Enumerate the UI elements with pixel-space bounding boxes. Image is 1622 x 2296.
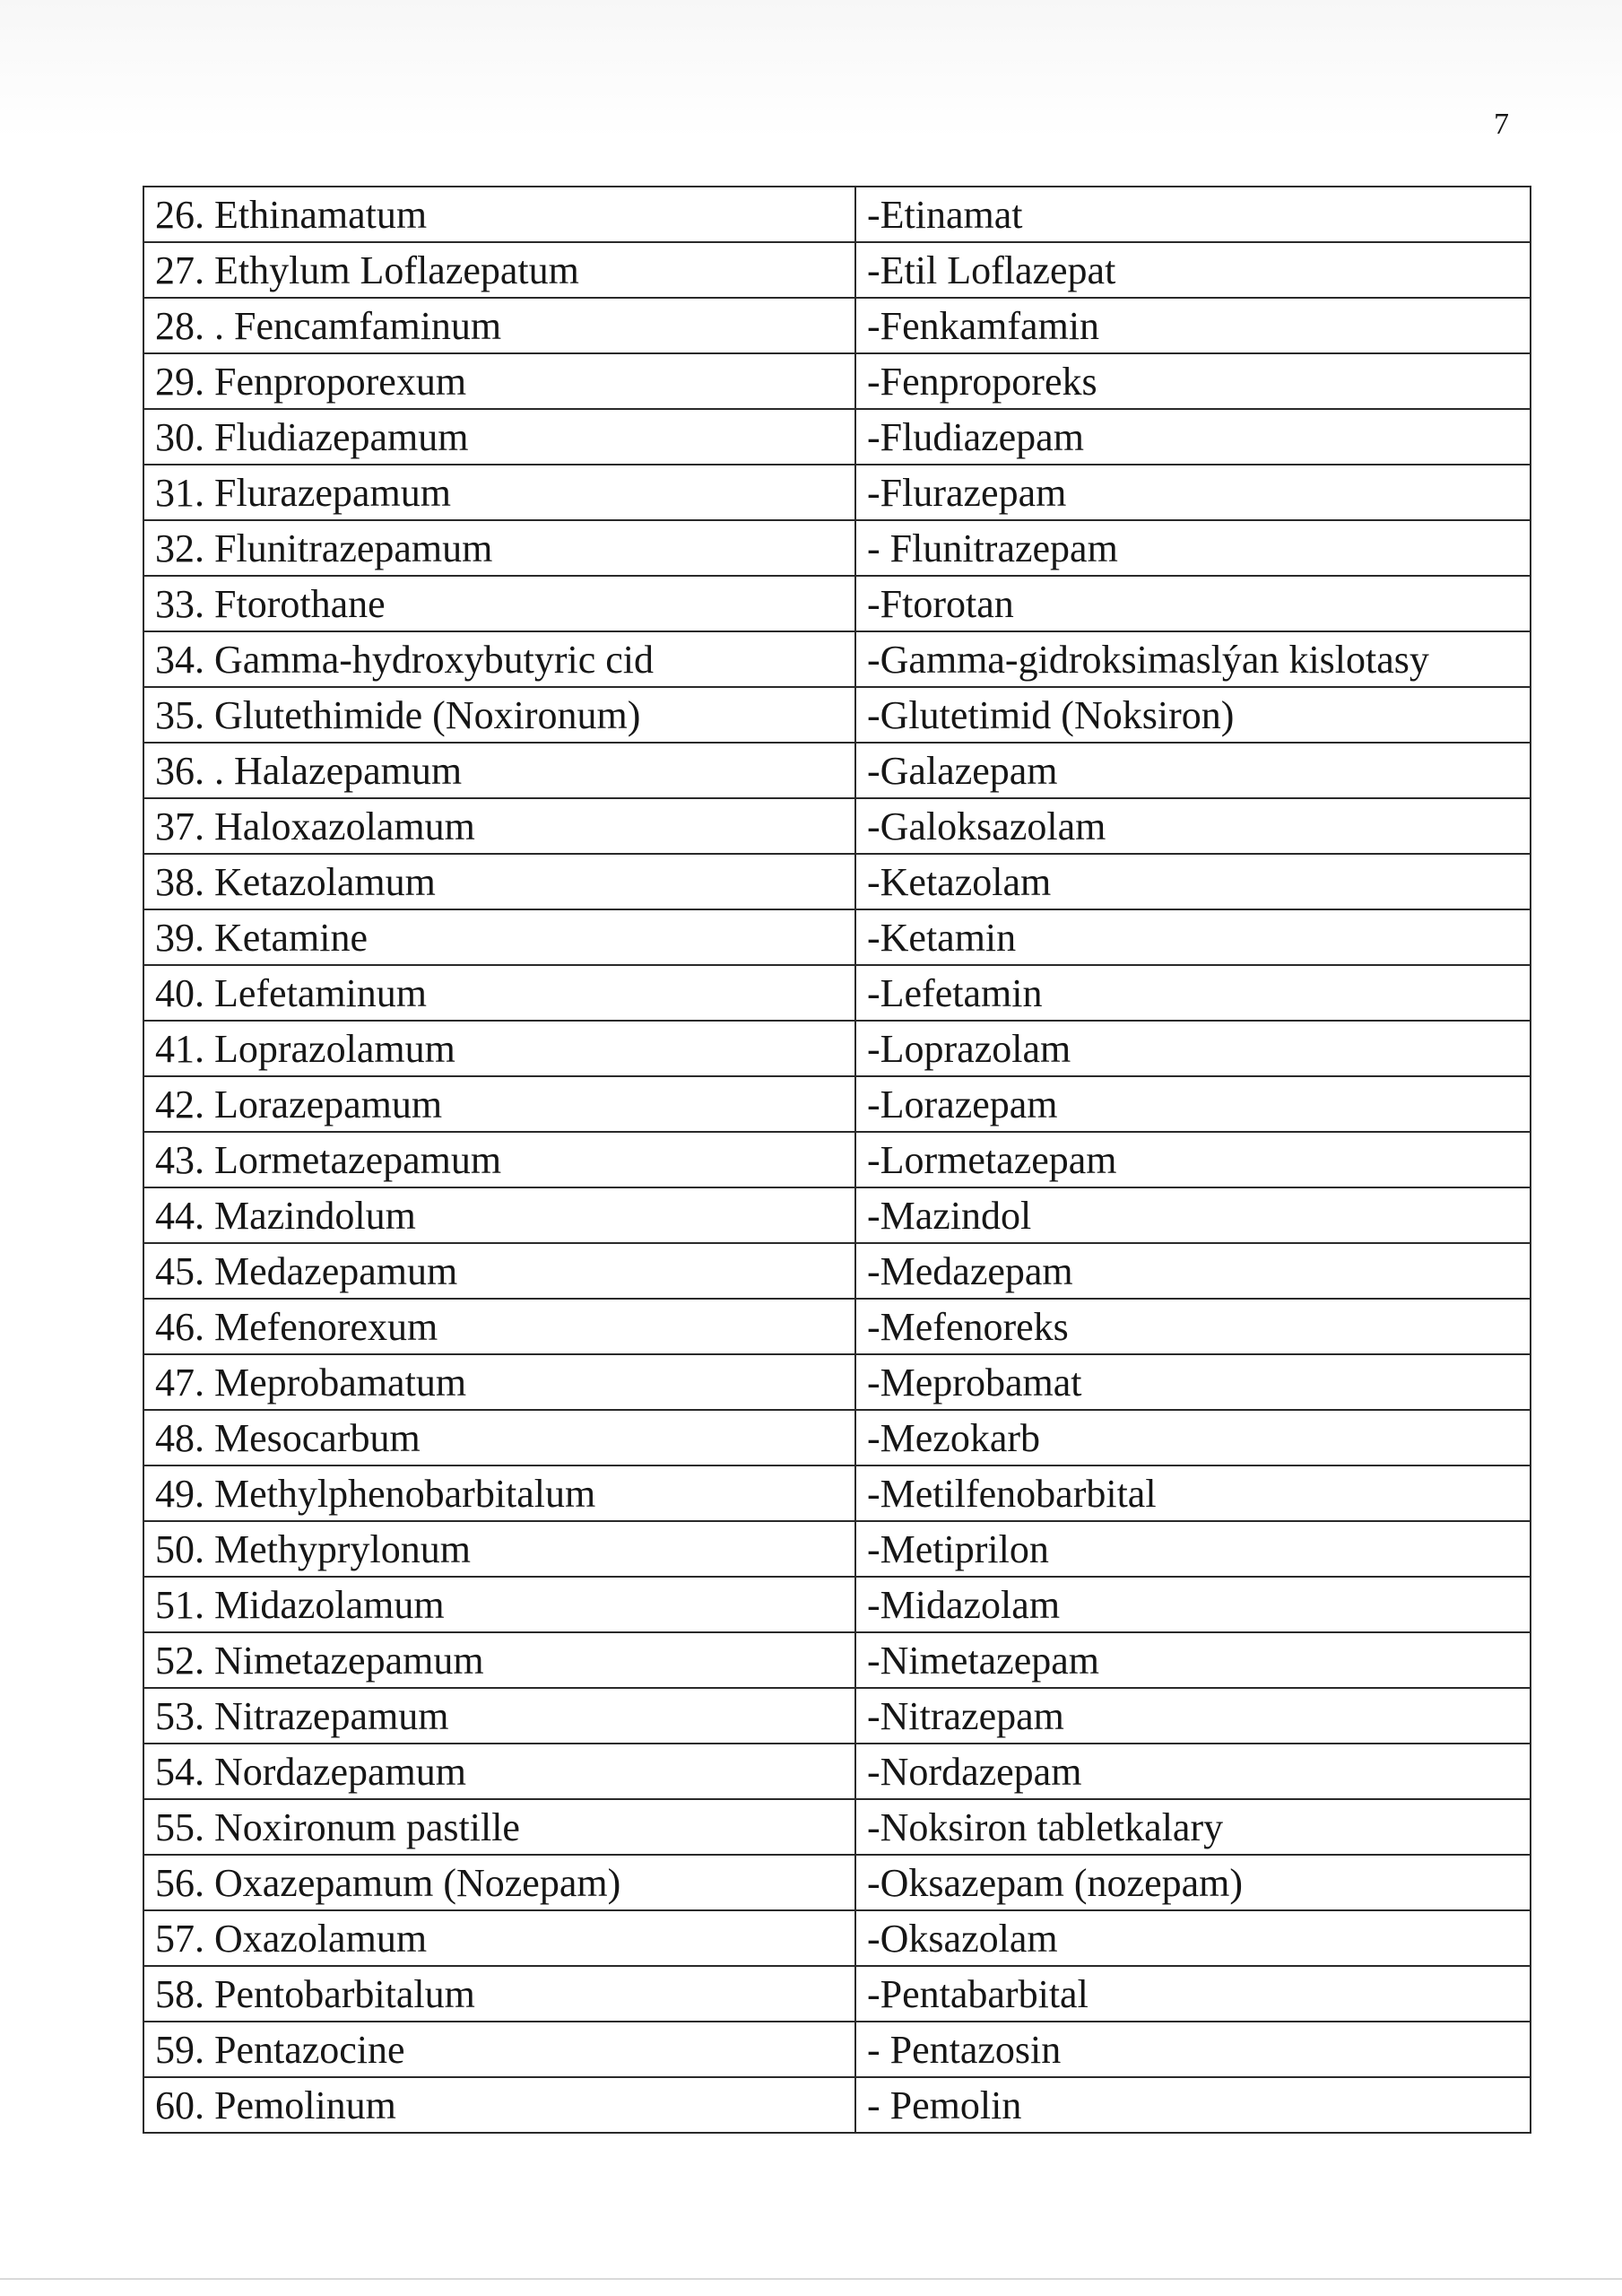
table-row [143, 2077, 1531, 2133]
table-row [143, 465, 1531, 520]
latin-name-cell: 40. Lefetaminum [143, 965, 855, 1021]
local-name-cell: -Galazepam [855, 743, 1531, 798]
local-name-cell: -Etinamat [855, 187, 1531, 242]
latin-name-cell: 44. Mazindolum [143, 1187, 855, 1243]
local-name-cell: -Metilfenobarbital [855, 1465, 1531, 1521]
latin-name-cell: 42. Lorazepamum [143, 1076, 855, 1132]
local-name-cell: -Ketamin [855, 909, 1531, 965]
table-row [143, 298, 1531, 353]
latin-name-cell: 26. Ethinamatum [143, 187, 855, 242]
table-row [143, 1132, 1531, 1187]
table-row [143, 965, 1531, 1021]
local-name-cell: - Pentazosin [855, 2022, 1531, 2077]
local-name-cell: -Gamma-gidroksimaslýan kislotasy [855, 631, 1531, 687]
local-name-cell: -Etil Loflazepat [855, 242, 1531, 298]
latin-name-cell: 47. Meprobamatum [143, 1354, 855, 1410]
local-name-cell: -Fenproporeks [855, 353, 1531, 409]
latin-name-cell: 33. Ftorothane [143, 576, 855, 631]
local-name-cell: -Flurazepam [855, 465, 1531, 520]
latin-name-cell: 35. Glutethimide (Noxironum) [143, 687, 855, 743]
table-row [143, 1688, 1531, 1744]
latin-name-cell: 60. Pemolinum [143, 2077, 855, 2133]
local-name-cell: -Glutetimid (Noksiron) [855, 687, 1531, 743]
table-row [143, 1354, 1531, 1410]
local-name-cell: -Lorazepam [855, 1076, 1531, 1132]
table-row [143, 520, 1531, 576]
local-name-cell: -Metiprilon [855, 1521, 1531, 1577]
local-name-cell: -Midazolam [855, 1577, 1531, 1632]
table-row [143, 1910, 1531, 1966]
table-row [143, 1299, 1531, 1354]
table-row [143, 2022, 1531, 2077]
table-row [143, 687, 1531, 743]
table-row [143, 1855, 1531, 1910]
latin-name-cell: 46. Mefenorexum [143, 1299, 855, 1354]
table-row [143, 1521, 1531, 1577]
latin-name-cell: 30. Fludiazepamum [143, 409, 855, 465]
table-row [143, 798, 1531, 854]
table-row [143, 1577, 1531, 1632]
table-row [143, 1744, 1531, 1799]
latin-name-cell: 57. Oxazolamum [143, 1910, 855, 1966]
local-name-cell: -Mazindol [855, 1187, 1531, 1243]
local-name-cell: -Pentabarbital [855, 1966, 1531, 2022]
local-name-cell: -Medazepam [855, 1243, 1531, 1299]
local-name-cell: -Galoksazolam [855, 798, 1531, 854]
page-number: 7 [1494, 108, 1509, 141]
latin-name-cell: 38. Ketazolamum [143, 854, 855, 909]
local-name-cell: -Mezokarb [855, 1410, 1531, 1465]
table-row [143, 1799, 1531, 1855]
table-row [143, 1076, 1531, 1132]
table-row [143, 576, 1531, 631]
local-name-cell: -Oksazepam (nozepam) [855, 1855, 1531, 1910]
latin-name-cell: 48. Mesocarbum [143, 1410, 855, 1465]
latin-name-cell: 59. Pentazocine [143, 2022, 855, 2077]
latin-name-cell: 34. Gamma-hydroxybutyric cid [143, 631, 855, 687]
latin-name-cell: 37. Haloxazolamum [143, 798, 855, 854]
table-row [143, 743, 1531, 798]
local-name-cell: -Lormetazepam [855, 1132, 1531, 1187]
local-name-cell: -Loprazolam [855, 1021, 1531, 1076]
local-name-cell: -Nimetazepam [855, 1632, 1531, 1688]
latin-name-cell: 54. Nordazepamum [143, 1744, 855, 1799]
table-row [143, 353, 1531, 409]
drug-list-table [143, 186, 1531, 2134]
latin-name-cell: 56. Oxazepamum (Nozepam) [143, 1855, 855, 1910]
local-name-cell: -Fludiazepam [855, 409, 1531, 465]
local-name-cell: -Nordazepam [855, 1744, 1531, 1799]
table-row [143, 909, 1531, 965]
latin-name-cell: 50. Methyprylonum [143, 1521, 855, 1577]
latin-name-cell: 45. Medazepamum [143, 1243, 855, 1299]
drug-list-body [143, 187, 1531, 2133]
table-row [143, 1187, 1531, 1243]
table-row [143, 854, 1531, 909]
local-name-cell: -Fenkamfamin [855, 298, 1531, 353]
table-row [143, 1410, 1531, 1465]
local-name-cell: -Noksiron tabletkalary [855, 1799, 1531, 1855]
latin-name-cell: 51. Midazolamum [143, 1577, 855, 1632]
local-name-cell: - Pemolin [855, 2077, 1531, 2133]
latin-name-cell: 58. Pentobarbitalum [143, 1966, 855, 2022]
latin-name-cell: 55. Noxironum pastille [143, 1799, 855, 1855]
local-name-cell: - Flunitrazepam [855, 520, 1531, 576]
latin-name-cell: 53. Nitrazepamum [143, 1688, 855, 1744]
table-row [143, 409, 1531, 465]
local-name-cell: -Lefetamin [855, 965, 1531, 1021]
page-bottom-edge [0, 2278, 1622, 2280]
table-row [143, 1966, 1531, 2022]
latin-name-cell: 29. Fenproporexum [143, 353, 855, 409]
table-row [143, 1465, 1531, 1521]
latin-name-cell: 39. Ketamine [143, 909, 855, 965]
table-row [143, 242, 1531, 298]
local-name-cell: -Meprobamat [855, 1354, 1531, 1410]
local-name-cell: -Mefenoreks [855, 1299, 1531, 1354]
latin-name-cell: 31. Flurazepamum [143, 465, 855, 520]
latin-name-cell: 49. Methylphenobarbitalum [143, 1465, 855, 1521]
latin-name-cell: 36. . Halazepamum [143, 743, 855, 798]
local-name-cell: -Nitrazepam [855, 1688, 1531, 1744]
table-row [143, 187, 1531, 242]
latin-name-cell: 27. Ethylum Loflazepatum [143, 242, 855, 298]
local-name-cell: -Ftorotan [855, 576, 1531, 631]
local-name-cell: -Ketazolam [855, 854, 1531, 909]
table-row [143, 631, 1531, 687]
local-name-cell: -Oksazolam [855, 1910, 1531, 1966]
table-row [143, 1021, 1531, 1076]
latin-name-cell: 28. . Fencamfaminum [143, 298, 855, 353]
table-row [143, 1243, 1531, 1299]
table-row [143, 1632, 1531, 1688]
latin-name-cell: 43. Lormetazepamum [143, 1132, 855, 1187]
latin-name-cell: 52. Nimetazepamum [143, 1632, 855, 1688]
latin-name-cell: 41. Loprazolamum [143, 1021, 855, 1076]
latin-name-cell: 32. Flunitrazepamum [143, 520, 855, 576]
